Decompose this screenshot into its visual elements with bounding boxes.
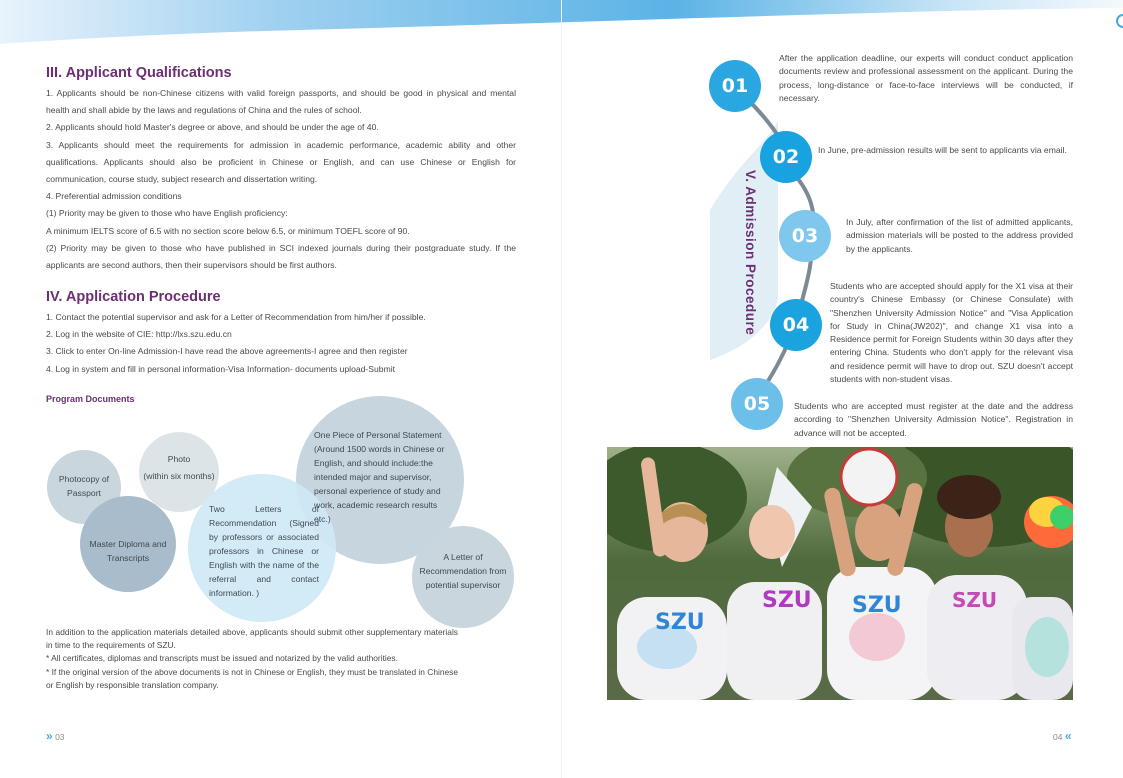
photo-title: Photo — [167, 454, 191, 464]
procedure-line: 3. Click to enter On-line Admission-I have read the above agreements-I agree and then register — [46, 346, 408, 357]
note-line: * If the original version of the above documents is not in Chinese or English, they must be translated in Chinese or English by responsible translation company. — [46, 666, 459, 690]
qualification-line: (2) Priority may be given to those who have published in SCI indexed journals during their postgraduate study. If the applicants are second authors, then their supervisors should be first authors. — [46, 242, 516, 271]
photo-subtitle: (within six months) — [143, 471, 215, 481]
supervisor-letter-label: A Letter of Recommendation from potential supervisor — [419, 552, 507, 590]
section-3-title: III. Applicant Qualifications — [46, 65, 232, 81]
admission-procedure-title: V. Admission Procedure — [743, 170, 758, 336]
qualification-line: 2. Applicants should hold Master's degree or above, and should be under the age of 40. — [46, 122, 379, 133]
page-number-value: 04 — [1053, 732, 1063, 742]
program-documents-heading: Program Documents — [46, 394, 135, 404]
double-chevron-right-icon: » — [46, 729, 53, 743]
note-line: * All certificates, diplomas and transcripts must be issued and notarized by the valid authorities. — [46, 653, 398, 664]
procedure-line: 2. Log in the website of CIE: http://lxs.szu.edu.cn — [46, 329, 232, 340]
qualification-line: (1) Priority may be given to those who have English proficiency: — [46, 208, 288, 219]
page-number-right — [1053, 729, 1072, 743]
qualification-line: 1. Applicants should be non-Chinese citizens with valid foreign passports, and should be good in physical and mental health and shall abide by the laws and regulations of China and the rules of school. — [46, 88, 516, 116]
step-5-badge: 05 — [731, 378, 783, 430]
shirt-print: SZU — [655, 610, 705, 635]
step-1-badge: 01 — [709, 60, 761, 112]
shirt-print: SZU — [952, 588, 998, 612]
procedure-line: 4. Log in system and fill in personal information-Visa Information- documents upload-Submit — [46, 363, 396, 374]
diploma-label: Master Diploma and Transcripts — [89, 539, 167, 563]
statement-label: One Piece of Personal Statement (Around 1500 words in Chinese or English, and should include:the intended major and supervisor, personal experience of study and work, academic research results etc.) — [314, 430, 445, 524]
section-3-body — [46, 85, 516, 274]
students-photo — [607, 447, 1073, 700]
step-2-badge: 02 — [760, 131, 812, 183]
edge-circle-icon — [1116, 14, 1123, 28]
shirt-print: SZU — [852, 593, 902, 618]
step-3-text: In July, after confirmation of the list of admitted applicants, admission materials will be posted to the address provided by the applicants. — [846, 217, 1073, 254]
qualification-line: 4. Preferential admission conditions — [46, 191, 182, 202]
procedure-line: 1. Contact the potential supervisor and ask for a Letter of Recommendation from him/her if possible. — [46, 312, 426, 322]
step-2-text: In June, pre-admission results will be sent to applicants via email. — [818, 145, 1067, 155]
letters-label: Two Letters of Recommendation (Signed by professors or associated professors in Chinese or English with the name of the referral and contact information. ) — [209, 504, 319, 598]
step-4-badge: 04 — [770, 299, 822, 351]
qualification-line: 3. Applicants should meet the requirements for admission in academic performance, academic ability and other qualifications. Applicants should also be proficient in Chinese or English, and can use Chinese or English for communication, course study, subject research and dissertation writing. — [46, 139, 516, 185]
page-spine — [561, 0, 562, 778]
step-4-text: Students who are accepted should apply for the X1 visa at their country's Chinese Embassy (or Chinese Consulate) with "Shenzhen University Admission Notice" and "Visa Application for Study in China(JW202)", and change X1 visa into a Residence permit for Foreign Students within 30 days after they entering China. Students who don't apply for the relevant visa and residence permit will have to drop out. SZU doesn't accept students with non-student visas. — [830, 281, 1073, 385]
step-1-text: After the application deadline, our experts will conduct conduct application documents review and professional assessment on the applicant. During the process, long-distance or face-to-face interviews will be conducted, if necessary. — [779, 53, 1073, 103]
shirt-print: SZU — [762, 588, 812, 613]
page-number-left — [46, 729, 65, 743]
qualification-line: A minimum IELTS score of 6.5 with no section score below 6.5, or minimum TOEFL score of 90. — [46, 225, 410, 236]
section-4-title: IV. Application Procedure — [46, 289, 221, 305]
passport-label: Photocopy of Passport — [58, 474, 110, 498]
note-line: In addition to the application materials detailed above, applicants should submit other supplementary materials in time to the requirements of SZU. — [46, 627, 458, 651]
section-4-body — [46, 309, 516, 378]
step-3-badge: 03 — [779, 210, 831, 262]
page-number-value: 03 — [55, 732, 65, 742]
step-5-text: Students who are accepted must register at the date and the address according to "Shenzhen University Admission Notice". Registration in advance will not be accepted. — [794, 401, 1073, 438]
supplementary-notes — [46, 626, 458, 692]
double-chevron-left-icon: « — [1064, 729, 1072, 743]
